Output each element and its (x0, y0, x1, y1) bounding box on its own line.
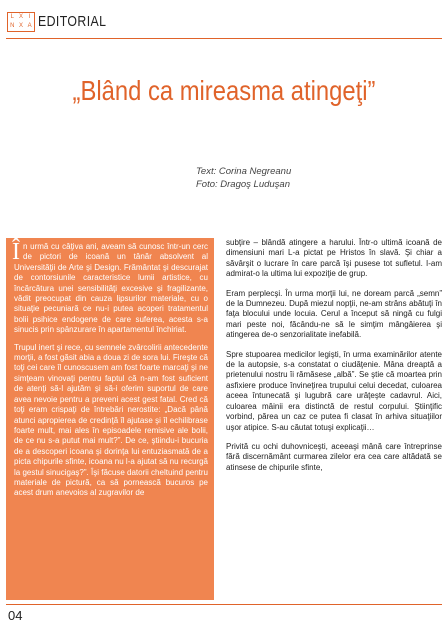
section-label: EDITORIAL (38, 13, 107, 30)
article-credits (196, 165, 291, 191)
body-paragraph: subţire – blândă atingere a harului. Într-o ultimă icoană de dimensiuni mari L-a pictat pe Hristos în slavă. Şi chiar a săvârşit o lucrare în care parcă îşi pusese tot sufletul. I-am admirat-o la ultima lui expoziţie de grup. (226, 238, 442, 279)
logo-letter: X (18, 14, 23, 20)
box-paragraph (12, 239, 208, 336)
page-number: 04 (8, 608, 23, 623)
text-credit: Text: Corina Negreanu (196, 166, 292, 177)
logo-letter: N (10, 23, 15, 29)
logo-letter: X (18, 23, 23, 29)
article-title: „Blând ca mireasma atingeţi” (72, 75, 376, 106)
logo-letter: A (27, 23, 32, 29)
body-column (226, 238, 442, 600)
footer-divider (6, 604, 442, 605)
logo-letter: L (10, 14, 14, 20)
highlight-column (6, 238, 214, 600)
magazine-logo (7, 12, 35, 32)
header-divider (6, 38, 442, 39)
body-paragraph: Spre stupoarea medicilor legişti, în urma examinărilor atente de la autopsie, s-a constatat o ciudăţenie. Mâna dreaptă a prietenului nostru îi rămăsese „albă”. Se ştie că moartea prin asfixiere produce învineţirea trupului celui decedat, culoarea aceea întunecată şi lugubră care urâţeşte cadavrul. Aici, culoarea mâinii era distinctă de restul corpului. Ştiinţific vorbind, părea un caz ce putea fi clasat în arhiva situaţiilor uşor atipice. S-au căutat totuşi explicaţii… (226, 349, 442, 432)
box-paragraph: Trupul inert şi rece, cu semnele zvârcolirii antecedente morţii, a fost găsit abia a doua zi de sora lui. Fireşte că toţi cei care îl cunoscusem am fost foarte marcaţi şi ne simţeam vinovaţi pentru faptul că n-am fost suficient de atenţi să-l ajutăm şi să-i oferim suportul de care avea nevoie pentru a preveni acest gest fatal. Cred că toţi eram crispaţi de întrebări nerostite: „Dacă până atunci apropierea de credinţă îl ajutase şi îl echilibrase foarte mult, mai ales în episoadele remisive ale bolii, de ce nu s-a putut mai mult?”. De ce, ştiindu-i bucuria de a descoperi icoana şi dorinţa lui entuziasmată de a picta chipurile sfinte, icoana nu l-a ajutat să nu recurgă la gestul sinucigaş?”. Îşi făcuse datorii cheltuind pentru materiale de pictură, ca să pornească bucuros pe acest drum anevoios al zugravilor de (14, 342, 208, 498)
drop-cap: Î (12, 239, 20, 265)
box-paragraph-text: n urmă cu câţiva ani, aveam să cunosc într-un cerc de pictori de icoană un tânăr absolvent al Universităţii de Arte şi Design. Frământat şi descurajat de contorsiunile caracteristice lumii artistice, cu încărcătura unei sensibilităţi excesive şi fragilizante, vădit preocupat din cauza lipsurilor materiale, cu o situaţie pecuniară ce nu-i putea acoperi tratamentul bolii psihice endogene de care suferea, acesta s-a sinucis prin spânzurare în apartamentul închiriat. (14, 242, 208, 335)
photo-credit: Foto: Dragoş Luduşan (196, 179, 291, 190)
body-paragraph: Eram perplecşi. În urma morţii lui, ne doream parcă „semn” de la Dumnezeu. După miezul nopţii, ne-am strâns abătuţi în faţa blocului unde locuia. Cerul a început să ningă cu fulgi mari peste noi, făcându-ne să le simţim mângâierea şi atingerea de-o senzorialitate inefabilă. (226, 288, 442, 340)
body-paragraph: Privită cu ochi duhovniceşti, aceeaşi mână care întreprinse fără discernământ curmarea zilelor era cea care altădată se atinsese de chipurile sfinte, (226, 441, 442, 472)
logo-letter: I (28, 14, 31, 20)
